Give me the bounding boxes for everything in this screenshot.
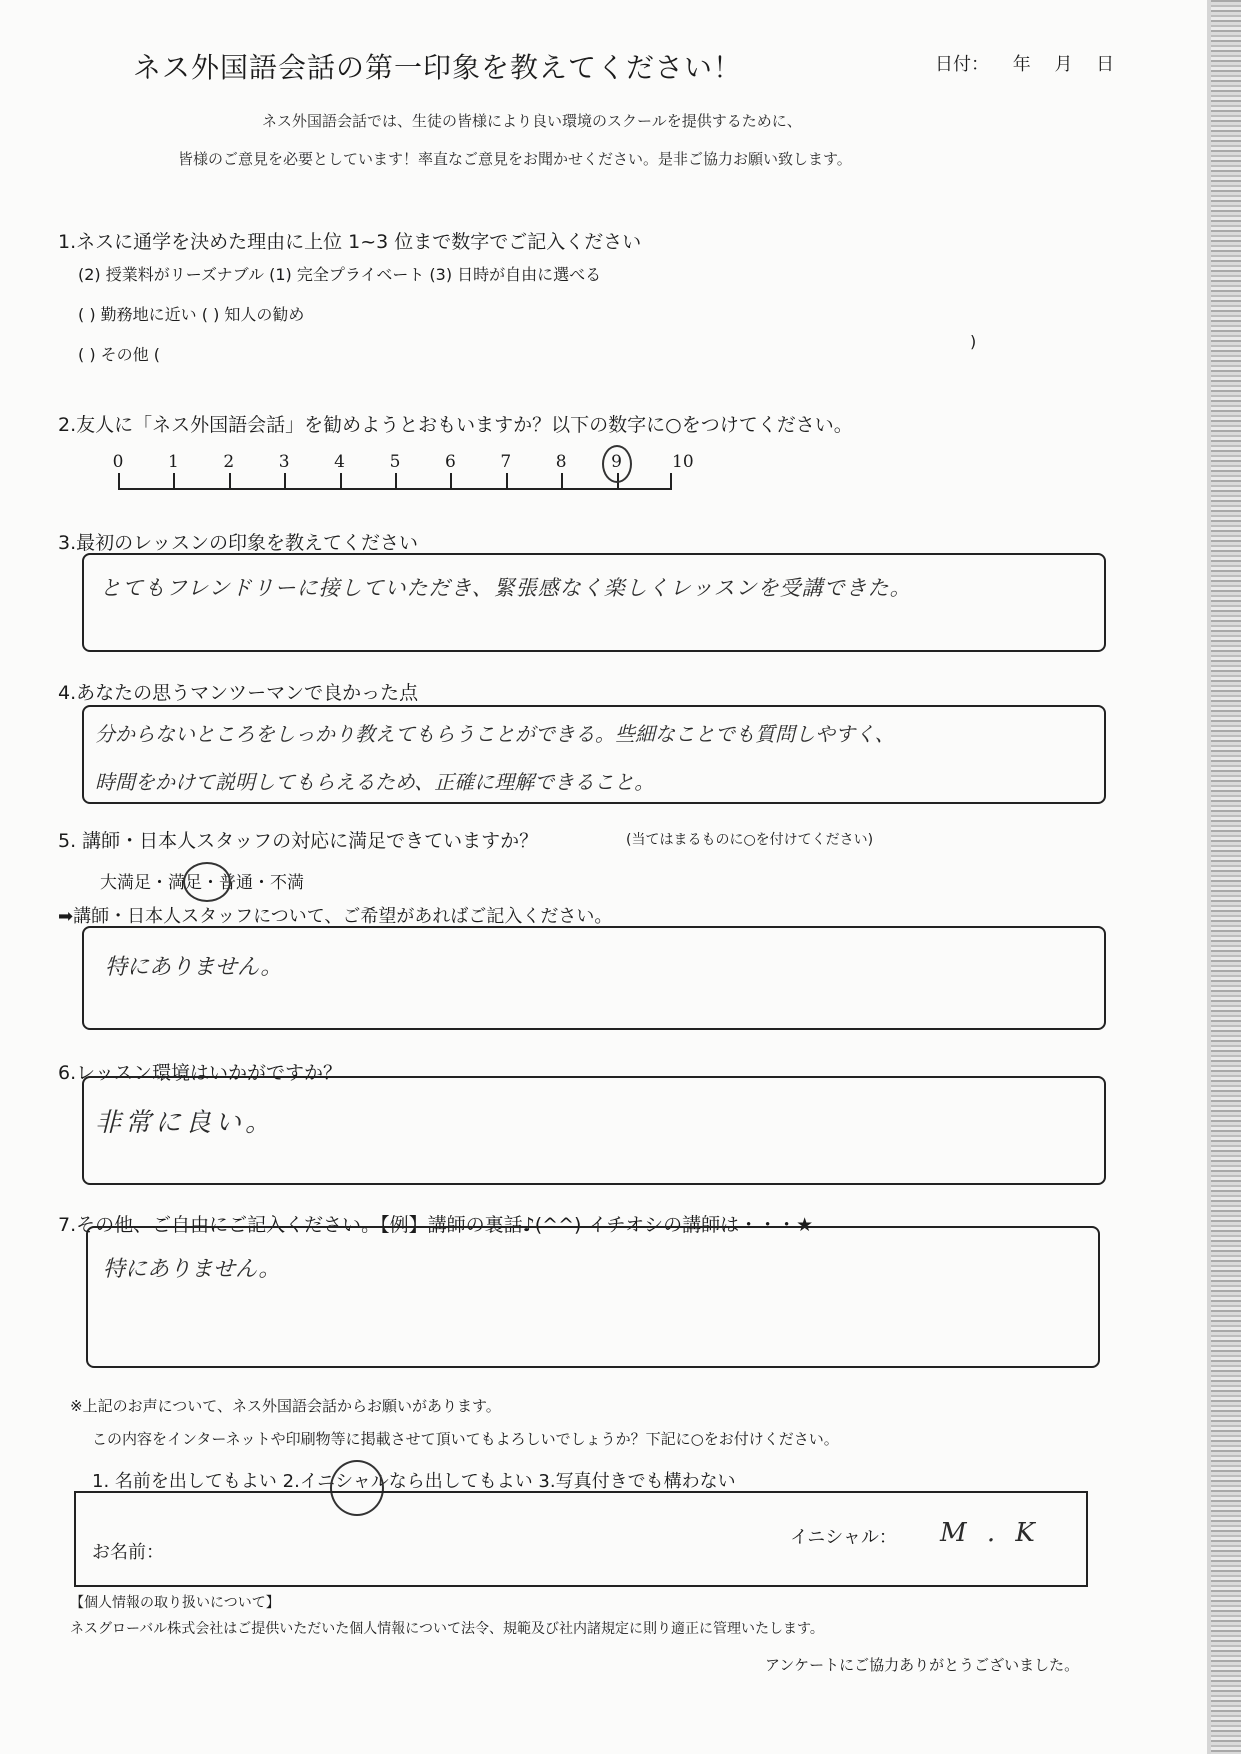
scale-selected-circle xyxy=(602,445,632,483)
initial-value: M . K xyxy=(940,1518,1041,1548)
scale-number: 5 xyxy=(389,452,401,472)
scale-number: 0 xyxy=(112,452,124,472)
scale-number: 10 xyxy=(672,452,694,472)
q5-sub-question: ➡講師・日本人スタッフについて、ご希望があればご記入ください。 xyxy=(58,906,613,927)
scale-number: 1 xyxy=(167,452,179,472)
consent-options: 1. 名前を出してもよい 2.イニシャルなら出してもよい 3.写真付きでも構わない xyxy=(92,1471,736,1492)
scale-number: 4 xyxy=(334,452,345,472)
q1-options-row-3: ( ) その他 ( xyxy=(78,345,160,364)
q3-question: 3.最初のレッスンの印象を教えてください xyxy=(58,532,418,554)
q3-answer: とてもフレンドリーに接していただき、緊張感なく楽しくレッスンを受講できた。 xyxy=(100,576,912,600)
intro-line-2: 皆様のご意見を必要としています！率直なご意見をお聞かせください。是非ご協力お願い致します。 xyxy=(178,150,852,168)
scale-number: 2 xyxy=(223,452,235,472)
q1-options-row-1: (2) 授業料がリーズナブル (1) 完全プライベート (3) 日時が自由に選べる xyxy=(78,265,602,284)
q7-answer: 特にありません。 xyxy=(103,1257,281,1282)
scale-axis xyxy=(118,488,672,490)
q5-selected-circle xyxy=(183,862,231,902)
q3-answer-box xyxy=(82,553,1106,652)
consent-note: ※上記のお声について、ネス外国語会話からお願いがあります。 xyxy=(70,1397,501,1415)
scale-number: 3 xyxy=(278,452,290,472)
q4-question: 4.あなたの思うマンツーマンで良かった点 xyxy=(58,682,419,704)
q6-answer: 非常に良い。 xyxy=(95,1108,276,1138)
q5-question: 5. 講師・日本人スタッフの対応に満足できていますか？ xyxy=(58,830,539,852)
q1-question: 1.ネスに通学を決めた理由に上位 1~3 位まで数字でご記入ください xyxy=(58,231,642,253)
q5-options: 大満足・満足・普通・不満 xyxy=(100,873,304,893)
page-title: ネス外国語会話の第一印象を教えてください！ xyxy=(133,51,743,84)
privacy-text: ネスグローバル株式会社はご提供いただいた個人情報について法令、規範及び社内諸規定に則り適正に管理いたします。 xyxy=(70,1621,824,1637)
initial-label: イニシャル： xyxy=(790,1527,897,1548)
q5-note: (当てはまるものに○を付けてください) xyxy=(626,832,874,848)
q7-answer-box xyxy=(86,1226,1100,1368)
name-label: お名前： xyxy=(92,1542,164,1563)
q2-question: 2.友人に「ネス外国語会話」を勧めようとおもいますか？以下の数字に○をつけてください。 xyxy=(58,414,853,436)
q5-answer: 特にありません。 xyxy=(105,955,283,980)
q6-question: 6.レッスン環境はいかがですか？ xyxy=(58,1062,342,1084)
thanks: アンケートにご協力ありがとうございました。 xyxy=(765,1656,1080,1674)
scan-edge xyxy=(1211,0,1241,1754)
name-box xyxy=(74,1491,1088,1587)
privacy-heading: 【個人情報の取り扱いについて】 xyxy=(70,1595,280,1611)
scale-number: 6 xyxy=(444,452,456,472)
intro-line-1: ネス外国語会話では、生徒の皆様により良い環境のスクールを提供するために、 xyxy=(262,112,802,130)
scale-number: 7 xyxy=(500,452,512,472)
scale-number: 9 xyxy=(611,452,622,472)
scale-number: 8 xyxy=(555,452,567,472)
date-field: 日付： 年 月 日 xyxy=(935,54,1115,75)
q4-answer-line-2: 時間をかけて説明してもらえるため、正確に理解できること。 xyxy=(95,770,655,794)
consent-ask: この内容をインターネットや印刷物等に掲載させて頂いてもよろしいでしょうか？下記に○をお付けください。 xyxy=(92,1430,839,1448)
q4-answer-line-1: 分からないところをしっかり教えてもらうことができる。些細なことでも質問しやすく、 xyxy=(95,722,895,746)
q1-other-close-paren: ) xyxy=(970,332,977,351)
q1-options-row-2: ( ) 勤務地に近い ( ) 知人の勧め xyxy=(78,305,305,324)
q7-question: 7.その他、ご自由にご記入ください。【例】講師の裏話♪(^^) イチオシの講師は・・・★ xyxy=(58,1214,814,1236)
